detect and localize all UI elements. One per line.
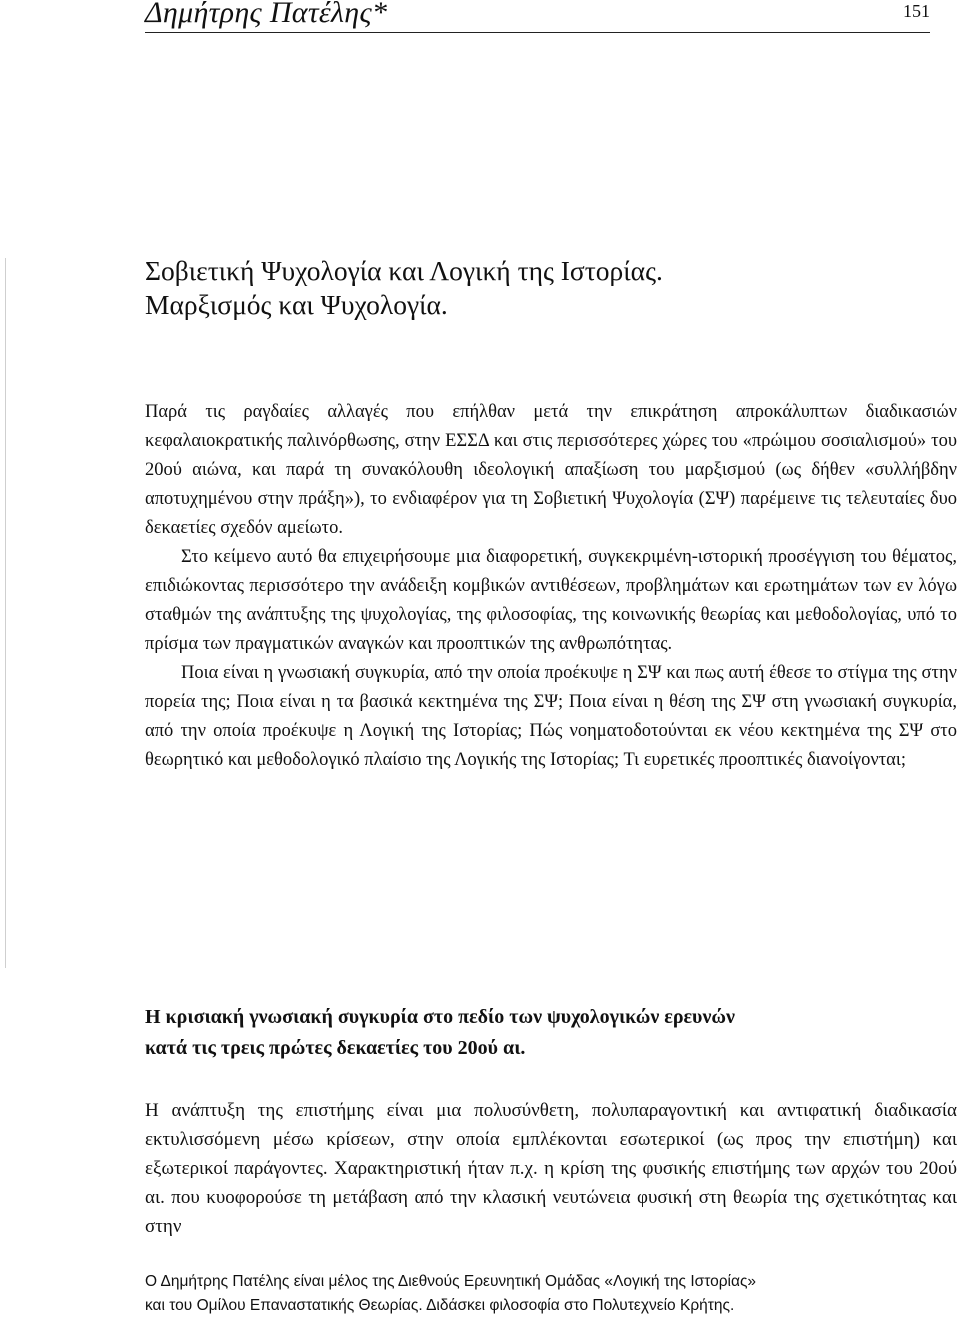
intro-paragraph-3: Ποια είναι η γνωσιακή συγκυρία, από την οποία προέκυψε η ΣΨ και πως αυτή έθεσε το στίγμα της στην πορεία της; Ποια είναι η τα βασικά κεκτημένα της ΣΨ; Ποια είναι η θέση της ΣΨ στη γνωσιακή συγκυρία, από την οποία προέκυψε η Λογική της Ιστορίας; Πώς νοηματοδοτούνται εκ νέου κεκτημένα της ΣΨ στο θεωρητικό και μεθοδολογικό πλαίσιο της Λογικής της Ιστορίας; Τι ευρετικές προοπτικές διανοίγονται; [145, 663, 957, 770]
section-heading-line-2: κατά τις τρεις πρώτες δεκαετίες του 20ού αι. [145, 1037, 526, 1059]
running-header [145, 0, 930, 33]
intro-paragraph-2: Στο κείμενο αυτό θα επιχειρήσουμε μια διαφορετική, συγκεκριμένη-ιστορική προσέγγιση του θέματος, επιδιώκοντας περισσότερο την ανάδειξη κομβικών αντιθέσεων, προβλημάτων και ερωτημάτων των εν λόγω σταθμών της ανάπτυξης της ψυχολογίας, της φιλοσοφίας, της κοινωνικής θεωρίας και μεθοδολογίας, υπό το πρίσμα των πραγματικών αναγκών και προοπτικών της ανθρωπότητας. [145, 547, 957, 654]
page-number: 151 [903, 1, 930, 21]
intro-section [145, 398, 957, 775]
running-title: Δημήτρης Πατέλης* [145, 0, 388, 29]
intro-paragraph-1: Παρά τις ραγδαίες αλλαγές που επήλθαν μετά την επικράτηση απροκάλυπτων διαδικασιών κεφαλαιοκρατικής παλινόρθωσης, στην ΕΣΣΔ και στις περισσότερες χώρες του «πρώιμου σοσιαλισμού» του 20ού αιώνα, και παρά τη συνακόλουθη ιδεολογική απαξίωση του μαρξισμού (ως δήθεν «συλλήβδην αποτυχημένου στην πράξη»), το ενδιαφέρον για τη Σοβιετική Ψυχολογία (ΣΨ) παρέμεινε τις τελευταίες δυο δεκαετίες σχεδόν αμείωτο. [145, 402, 957, 538]
page-edge-divider [5, 258, 6, 968]
author-footnote [145, 1270, 957, 1318]
article-title-line-2: Μαρξισμός και Ψυχολογία. [145, 289, 448, 320]
section-heading [145, 1002, 957, 1064]
section-heading-line-1: Η κρισιακή γνωσιακή συγκυρία στο πεδίο των ψυχολογικών ερευνών [145, 1006, 735, 1028]
section-paragraph-1: Η ανάπτυξη της επιστήμης είναι μια πολυσύνθετη, πολυπαραγοντική και αντιφατική διαδικασία εκτυλισσόμενη μέσω κρίσεων, στην οποία εμπλέκονται εσωτερικοί (ως προς την επιστήμη) και εξωτερικοί παράγοντες. Χαρακτηριστική ήταν π.χ. η κρίση της φυσικής επιστήμης των αρχών του 20ού αι. που κυοφορούσε τη μετάβαση από την κλασική νευτώνεια φυσική στη θεωρία της σχετικότητας και στην [145, 1100, 957, 1237]
section-body [145, 1096, 957, 1241]
article-title-line-1: Σοβιετική Ψυχολογία και Λογική της Ιστορίας. [145, 255, 663, 286]
article-title [145, 254, 935, 322]
footnote-line-2: και του Ομίλου Επαναστατικής Θεωρίας. Διδάσκει φιλοσοφία στο Πολυτεχνείο Κρήτης. [145, 1297, 735, 1314]
footnote-line-1: Ο Δημήτρης Πατέλης είναι μέλος της Διεθνούς Ερευνητική Ομάδας «Λογική της Ιστορίας» [145, 1273, 757, 1290]
